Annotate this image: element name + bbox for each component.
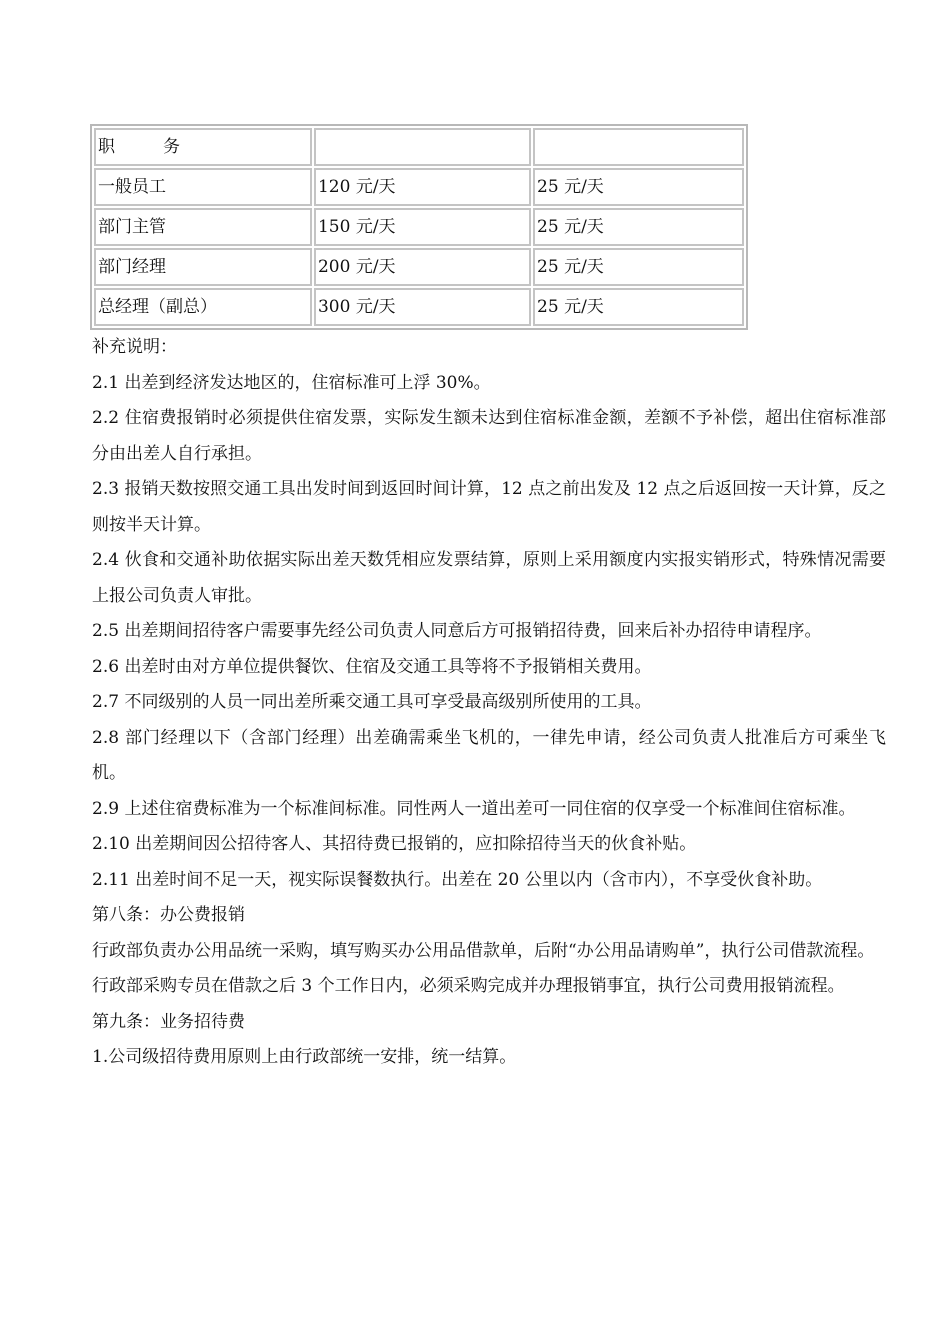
table-cell-lodging: 300 元/天 bbox=[314, 288, 531, 326]
clause-2-8: 2.8 部门经理以下（含部门经理）出差确需乘坐飞机的，一律先申请，经公司负责人批准后方可乘坐飞机。 bbox=[92, 727, 886, 783]
clause-2-3: 2.3 报销天数按照交通工具出发时间到返回时间计算，12 点之前出发及 12 点之后返回按一天计算，反之则按半天计算。 bbox=[92, 479, 886, 535]
body-text bbox=[92, 330, 886, 1076]
table-cell-position: 部门主管 bbox=[94, 208, 312, 246]
clause-2-7: 2.7 不同级别的人员一同出差所乘交通工具可享受最高级别所使用的工具。 bbox=[92, 692, 652, 712]
table-header-row bbox=[94, 128, 744, 166]
table-cell-lodging: 150 元/天 bbox=[314, 208, 531, 246]
table-header-cell-2 bbox=[314, 128, 531, 166]
allowance-standard-table bbox=[90, 124, 748, 330]
clause-2-6: 2.6 出差时由对方单位提供餐饮、住宿及交通工具等将不予报销相关费用。 bbox=[92, 656, 652, 677]
table-cell-lodging: 120 元/天 bbox=[314, 168, 531, 206]
article-8-paragraph-2: 行政部采购专员在借款之后 3 个工作日内，必须采购完成并办理报销事宜，执行公司费用报销流程。 bbox=[92, 976, 845, 996]
clause-2-9: 2.9 上述住宿费标准为一个标准间标准。同性两人一道出差可一同住宿的仅享受一个标准间住宿标准。 bbox=[92, 798, 856, 819]
table-cell-position: 部门经理 bbox=[94, 248, 312, 286]
table-row bbox=[94, 168, 744, 206]
table-cell-meal: 25 元/天 bbox=[533, 288, 744, 326]
table-cell-lodging: 200 元/天 bbox=[314, 248, 531, 286]
table-cell-meal: 25 元/天 bbox=[533, 208, 744, 246]
table-header-cell-position bbox=[94, 128, 312, 166]
clause-2-1: 2.1 出差到经济发达地区的，住宿标准可上浮 30%。 bbox=[92, 372, 491, 393]
table-cell-meal: 25 元/天 bbox=[533, 248, 744, 286]
clause-2-4: 2.4 伙食和交通补助依据实际出差天数凭相应发票结算，原则上采用额度内实报实销形式，特殊情况需要上报公司负责人审批。 bbox=[92, 550, 886, 606]
table-cell-position: 一般员工 bbox=[94, 168, 312, 206]
supplement-heading: 补充说明： bbox=[92, 337, 177, 357]
table-header-cell-3 bbox=[533, 128, 744, 166]
article-8-heading: 第八条：办公费报销 bbox=[92, 905, 245, 925]
header-char-2: 务 bbox=[163, 136, 180, 157]
article-8-paragraph-1: 行政部负责办公用品统一采购，填写购买办公用品借款单，后附“办公用品请购单”，执行公司借款流程。 bbox=[92, 940, 875, 961]
article-9-heading: 第九条：业务招待费 bbox=[92, 1011, 245, 1032]
table-row bbox=[94, 248, 744, 286]
article-9-item-1: 1.公司级招待费用原则上由行政部统一安排，统一结算。 bbox=[92, 1047, 517, 1067]
header-char-1: 职 bbox=[98, 136, 115, 157]
clause-2-10: 2.10 出差期间因公招待客人、其招待费已报销的，应扣除招待当天的伙食补贴。 bbox=[92, 834, 697, 854]
table-row bbox=[94, 288, 744, 326]
clause-2-2: 2.2 住宿费报销时必须提供住宿发票，实际发生额未达到住宿标准金额，差额不予补偿，超出住宿标准部分由出差人自行承担。 bbox=[92, 408, 886, 464]
table-cell-meal: 25 元/天 bbox=[533, 168, 744, 206]
table-row bbox=[94, 208, 744, 246]
clause-2-5: 2.5 出差期间招待客户需要事先经公司负责人同意后方可报销招待费，回来后补办招待申请程序。 bbox=[92, 621, 822, 641]
clause-2-11: 2.11 出差时间不足一天，视实际误餐数执行。出差在 20 公里以内（含市内），不享受伙食补助。 bbox=[92, 869, 823, 890]
table-cell-position: 总经理（副总） bbox=[94, 288, 312, 326]
